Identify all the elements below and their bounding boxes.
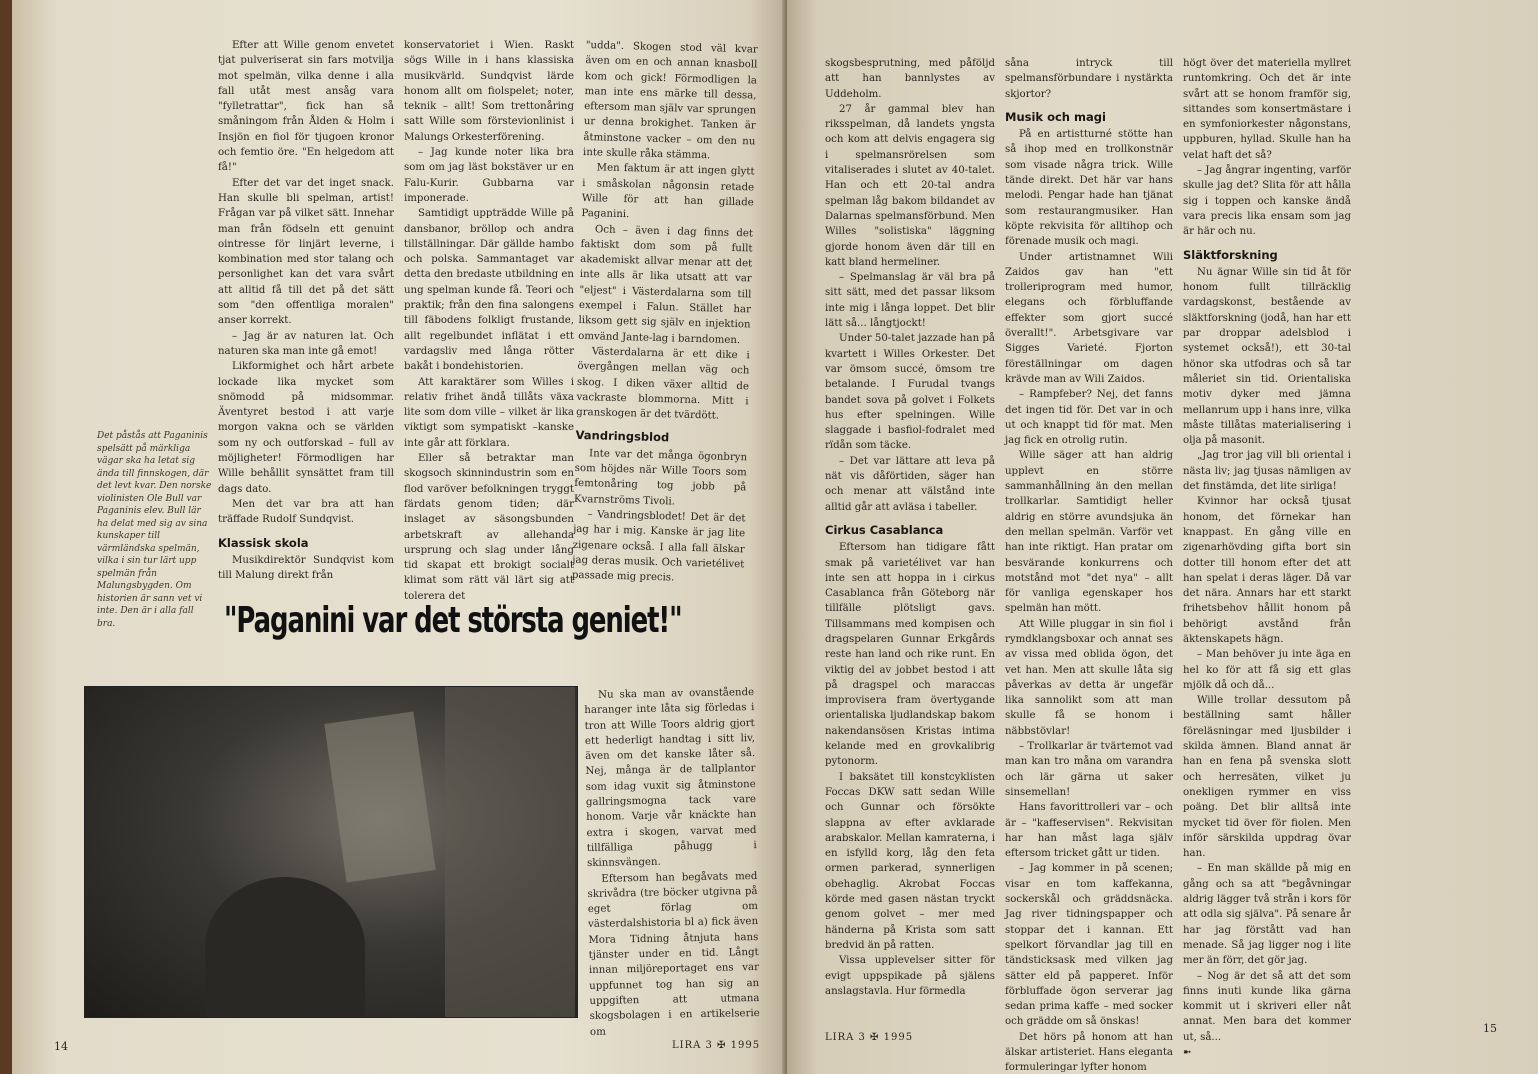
left-column-3 [572,38,758,588]
article-headline: "Paganini var det största geniet!" [224,600,682,641]
left-column-4 [584,685,760,1040]
photo-caption-text: Det påstås att Paganinis spelsätt på märkliga vägar ska ha letat sig ända till finnskogen, där det levt kvar. Den norske violinisten Ole Bull var Paganinis elev. Bull lär ha delat med sig av sina kunskaper till värmländska spelmän, vilka i sin tur lärt upp spelmän från Malungsbygden. Om historien är sann vet vi inte. Den är i alla fall bra. [97,431,212,629]
paragraph: konservatoriet i Wien. Raskt sögs Wille in i hans klassiska musikvärld. Sundqvist lärde honom allt om fiolspelet; noter, teknik – allt! Som trettonåring satt Wille som förstevionlinist i Malungs Orkesterförening. [404,40,574,143]
photo-shape [324,712,435,883]
paragraph: Likformighet och hårt arbete lockade lika mycket som snömodd på midsommar. Äventyret bestod i att varje morgon vakna och se världen som ny och outforskad – full av möjligheter! Förmodligen har Wille behållit synsättet fram till dags dato. [218,361,394,495]
subheading-vandringsblod: Vandringsblod [575,428,670,445]
paragraph: Att karaktärer som Willes i relativ frihet ändå tillåts växa lite som dom ville – vilket är lika viktigt som sympatiskt –kanske inte går att förklara. [404,376,574,449]
paragraph: Det hörs på honom att han älskar artisteriet. Hans eleganta formuleringar lyfter honom [1005,1031,1173,1074]
footer-left: LIRA 3 ✠ 1995 [672,1040,761,1051]
paragraph: Inte var det många ögonbryn som höjdes när Wille Toors som femtonåring tog jobb på Kvarnströms Tivoli. [573,447,748,508]
footer-right: LIRA 3 ✠ 1995 [825,1032,914,1043]
subheading-klassisk-skola: Klassisk skola [218,535,309,550]
paragraph: "udda". Skogen stod väl kvar även om en och annan knasboll kom och gick! Förmodligen la man inte ens märke till dessa, eftersom man själv var sprungen ur denna brokighet. Tanken är åtminstone vacker – om den nu inte skulle råka stämma. [582,39,758,162]
paragraph: – Jag är av naturen lat. Och naturen ska man inte gå emot! [218,330,394,357]
photo-shape [205,877,365,1017]
right-column-3 [1183,56,1351,1060]
paragraph: – En man skällde på mig en gång och sa att "begåvningar aldrig lägger två strån i kors för att odla sig själva". På senare år har jag förstått vad han menade. Så jag ligger nog i lite mer än förr, det gör jag. [1183,863,1351,967]
paragraph: Musikdirektör Sundqvist kom till Malung direkt från [218,554,394,582]
paragraph: Wille säger att han aldrig upplevt en större sammanhållning än den mellan trollkarlar. Samtidigt heller aldrig en större avundsjuka än den mellan spelmän. Varför vet han inte riktigt. Han pratar om besvärande konkurrens och motstånd mot "det nya" – allt för vanliga egenskaper hos spelmän han mött. [1005,450,1173,615]
left-col1-body [218,38,394,528]
paragraph: skogsbesprutning, med påföljd att han bannlystes av Uddeholm. [825,58,995,100]
paragraph: – Vandringsblodet! Det är det jag har i mig. Kanske är jag lite zigenare också. I alla fall älskar jag deras musik. Och varietélivet passade mig precis. [571,509,746,584]
photo-shape [445,687,575,1017]
paragraph: Att Wille pluggar in sin fiol i rymdklangsboxar och annat ses av vissa med oblida ögon, det vet han. Men att skulle låta sig påverkas av detta är ungefär lika sannolikt som att man skulle få se honom i näbbstövlar! [1005,618,1173,737]
page-number-right: 15 [1483,1022,1497,1035]
paragraph: Nu ägnar Wille sin tid åt för honom fullt tillräcklig vardagskonst, bestående av släktforskning (jodå, han har ett par droppar adelsblod i systemet också!), ett 30-tal hönor ska utfodras och så tar måleriet sin tid. Orientaliska motiv dyker med jämna mellanrum upp i hans inre, vilka måste tillåtas materialisering i olja på masonit. [1183,266,1351,447]
paragraph: Men faktum är att ingen glytt i småskolan någonsin retade Wille för att han gillade Paganini. [581,162,755,221]
paragraph: Hans favorittrolleri var – och är – "kaffeservisen". Rekvisitan har han måst laga själv eftersom tricket gått ur tiden. [1005,802,1173,860]
paragraph: Efter det var det inget snack. Han skulle bli spelman, artist! Frågan var på vilket sätt. Innehar man från födseln ett genuint ointresse för linjärt leverne, i kombination med stor talang och personlighet kan det vara svårt att alltid få till det på det sätt som "den offentliga moralen" anser korrekt. [218,177,394,327]
paragraph: På en artistturné stötte han så ihop med en trollkonstnär som visade några trick. Wille tände direkt. Det här var hans melodi. Pengar hade han tjänat som restaurangmusiker. Han köpte rekvisita för alltihop och förenade musik och magi. [1005,129,1173,248]
subheading-musik-och-magi: Musik och magi [1005,109,1106,124]
article-photo [84,686,578,1018]
paragraph: högt över det materiella myllret runtomkring. Och det är inte svårt att se honom framför sig, sittandes som konsertmästare i en symfoniorkester någonstans, uppburen, hyllad. Skulle han ha velat haft det så? [1183,58,1351,161]
paragraph: såna intryck till spelmansförbundare i nystärkta skjortor? [1005,58,1173,100]
page-number-left: 14 [54,1040,68,1053]
paragraph: Eller så betraktar man skogsoch skinnindustrin som en flod varöver befolkningen tryggt färdats genom tiden; där inslaget av säsongsbunden arbetskraft av allehanda ursprung och slag under lång tid skapat ett brokigt socialt klimat som rätt väl lärt sig att tolerera det [404,453,574,602]
right-page [787,0,1538,1074]
paragraph: I baksätet till konstcyklisten Foccas DKW satt sedan Wille och Gunnar och försökte slappna av efter avklarade arabskalor. Mellan kamraterna, i en isfylld korg, låg den feta ormen parkerad, synnerligen obehaglig. Akrobat Foccas körde med gasen nästan tryckt genom golvet – mer med händerna på Krista som satt bredvid än på ratten. [825,771,995,951]
left-column-1 [218,38,394,583]
left-column-2 [404,38,574,604]
paragraph: – Trollkarlar är tvärtemot vad man kan tro måna om varandra och lär gärna ut saker sinsemellan! [1005,741,1173,798]
paragraph: Samtidigt uppträdde Wille på dansbanor, bröllop och andra tillställningar. Där gällde hambo och polska. Sammantaget var detta den bredaste utbildning en ung spelman kunde få. Teori och praktik; från den fina salongens till fäbodens folkligt frustande, allt regelbundet inflätat i ett vardagsliv med långa rötter bakåt i bondehistorien. [404,208,574,373]
paragraph: Men det var bra att han träffade Rudolf Sundqvist. [218,498,394,526]
paragraph: Under artistnamnet Wili Zaidos gav han "ett trolleriprogram med humor, elegans och förbluffande effekter som gjort succé överallt!". Arbetsgivare var Sigges Varieté. Fjorton föreställningar om dagen krävde man av Wili Zaidos. [1005,251,1173,385]
subheading-cirkus-casablanca: Cirkus Casablanca [825,522,944,537]
paragraph: Vissa upplevelser sitter för evigt uppspikade på själens anslagstavla. Hur förmedla [825,955,995,997]
paragraph: Västerdalarna är ett dike i övergången mellan väg och skog. I diken växer alltid de vackraste blommorna. Mitt i granskogen är det tvärdött. [576,346,750,422]
paragraph: Kvinnor har också tjusat honom, det förnekar han knappast. En gång ville en zigenarhövding gifta bort sin dotter till honom efter det att han spelat i deras läger. Då var det nära. Annars har ett starkt frihetsbehov hållit honom på behörigt avstånd från äktenskapets hägn. [1183,496,1351,645]
paragraph: – Man behöver ju inte äga en hel ko för att få sig ett glas mjölk då och då... [1183,649,1351,691]
paragraph: Nu ska man av ovanstående haranger inte låta sig förledas i tron att Wille Toors aldrig gjort ett hederligt handtag i sitt liv, även om det kanske låter så. Nej, många är de tallplantor som idag vuxit sig åtminstone gallringsmogna tack vare honom. Varje vår knäckte han extra i skogen, varvat med tillfälliga påhugg i skinnsvängen. [584,687,757,870]
paragraph: Efter att Wille genom envetet tjat pulveriserat sin fars motvilja mot spelmän, vilka denne i alla fall utåt mest ansåg vara "fylletrattar", fick han så småningom från Ålden & Holm i Insjön en fiol för tjugoen kronor och femtio öre. "En helgedom att få!" [218,40,394,174]
paragraph: Under 50-talet jazzade han på kvartett i Willes Orkester. Det var ömsom succé, ömsom tre betalande. I Furudal tvangs bandet sova på golvet i Folkets hus efter spelningen. Wille slaggade i basfiol-fodralet med rïdån som täcke. [825,333,995,452]
paragraph: – Det var lättare att leva på nät vis dåförtiden, säger han och menar att välstånd inte alltid går att avläsa i tabeller. [825,455,995,513]
paragraph: – Nog är det så att det som finns inuti kunde lika gärna kommit ut i skriveri eller nåt annat. Men bara det kommer ut, så... [1183,970,1351,1043]
subheading-slaktforskning: Släktforskning [1183,247,1278,262]
right-column-2 [1005,56,1173,1074]
paragraph: – Jag kunde noter lika bra som om jag läst bokstäver ur en Falu-Kurir. Gubbarna var imponerade. [404,147,574,204]
paragraph: Och – även i dag finns det faktiskt dom som på fullt akademiskt allvar menar att det inte alls är lika utsatt att var "eljest" i Västerdalarna som till exempel i Falun. Stället har liksom gett sig själv en injektion omvänd Jante-lag i barndomen. [578,223,754,346]
right-column-1 [825,56,995,999]
paragraph: Eftersom han begåvats med skrivådra (tre böcker utgivna på eget förlag om västerdalshistoria bl a) fick även Mora Tidning åtnjuta hans tjänster under en tid. Långt innan miljöreportaget ens var uppfunnet tog han sig an uppgiften att utmana skogsbolagen i en artikelserie om [587,870,760,1038]
paragraph: – Jag ångrar ingenting, varför skulle jag det? Slita för att hålla sig i toppen och kanske ändå vara precis lika ensam som jag är här och nu. [1183,165,1351,238]
paragraph: – Jag kommer in på scenen; visar en tom kaffekanna, sockerskål och gräddsnäcka. Jag river tidningspapper och stoppar det i kannan. Ett spelkort förvandlar jag till en tändsticksask med vilken jag sätter eld på papperet. Inför förbluffade ögon serverar jag sedan prima kaffe – med socker och grädde om så önskas! [1005,863,1173,1028]
paragraph: – Spelmanslag är väl bra på sitt sätt, med det passar liksom inte mig i långa loppet. Det blir lätt så... långtjockt! [825,272,995,330]
left-page [12,0,787,1074]
paragraph: „Jag tror jag vill bli oriental i nästa liv; jag tjusas nämligen av det finstämda, det lite sirliga! [1183,450,1351,493]
paragraph: Wille trollar dessutom på beställning samt håller föreläsningar med ljusbilder i skilda ämnen. Bland annat är han en fena på svenska slott och herresäten, vilket ju onekligen rymmer en viss poäng. Det blir alltså inte mycket tid över för fiolen. Men inför särskilda uppdrag övar han. [1183,695,1351,860]
paragraph: Eftersom han tidigare fått smak på varietélivet var han inte sen att hoppa in i cirkus Casablanca från Göteborg när tillfälle plötsligt gavs. Tillsammans med kompisen och dragspelaren Gunnar Erkgårds reste han land och rike runt. En viktig del av jobbet bestod i att på dragspel och maraccas improvisera fram övertygande orientaliska ljudlandskap bakom nakendansösen Kristas intima kelande med en grovkalibrig pytonorm. [825,542,995,768]
paragraph: – Rampfeber? Nej, det fanns det ingen tid för. Det var in och ut och knappt tid för mat. Men jag fick en otrolig rutin. [1005,389,1173,447]
paragraph: 27 år gammal blev han riksspelman, då landets yngsta och kom att delvis engagera sig i spelmansrörelsen som vitaliserades i slutet av 40-talet. Han och ett 20-tal andra spelman låg bakom bildandet av Dalarnas spelmansförbund. Men Willes "solistiska" läggning gjorde honom även där till en katt bland hermeliner. [825,103,995,268]
article-end-mark: ➼ [1183,1047,1192,1058]
